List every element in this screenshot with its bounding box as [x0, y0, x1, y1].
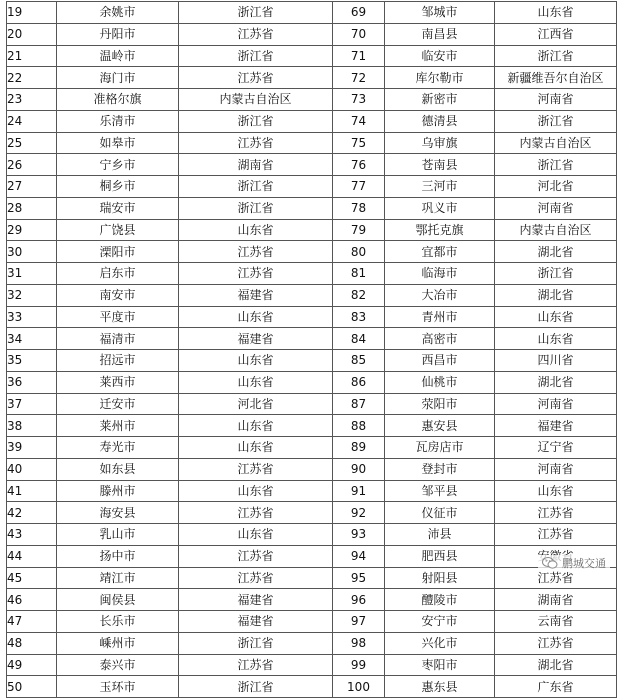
right-province-cell: 福建省 [495, 415, 617, 437]
right-city-cell: 登封市 [385, 458, 495, 480]
right-province-cell: 江西省 [495, 23, 617, 45]
right-rank-cell: 96 [333, 589, 385, 611]
left-city-cell: 招远市 [57, 350, 179, 372]
right-city-cell: 乌审旗 [385, 132, 495, 154]
right-rank-cell: 70 [333, 23, 385, 45]
left-province-cell: 山东省 [179, 371, 333, 393]
right-city-cell: 邹平县 [385, 480, 495, 502]
right-rank-cell: 74 [333, 110, 385, 132]
right-city-cell: 醴陵市 [385, 589, 495, 611]
right-rank-cell: 82 [333, 284, 385, 306]
left-rank-cell: 33 [7, 306, 57, 328]
right-city-cell: 苍南县 [385, 154, 495, 176]
table-row [7, 23, 617, 45]
left-city-cell: 泰兴市 [57, 654, 179, 676]
right-city-cell: 三河市 [385, 176, 495, 198]
left-city-cell: 如东县 [57, 458, 179, 480]
left-province-cell: 福建省 [179, 611, 333, 633]
left-rank-cell: 37 [7, 393, 57, 415]
right-province-cell: 山东省 [495, 480, 617, 502]
left-province-cell: 江苏省 [179, 241, 333, 263]
left-province-cell: 山东省 [179, 415, 333, 437]
left-province-cell: 山东省 [179, 350, 333, 372]
table-row [7, 45, 617, 67]
right-province-cell: 浙江省 [495, 110, 617, 132]
right-province-cell: 河南省 [495, 197, 617, 219]
right-rank-cell: 75 [333, 132, 385, 154]
right-rank-cell: 85 [333, 350, 385, 372]
table-row [7, 132, 617, 154]
right-rank-cell: 84 [333, 328, 385, 350]
right-rank-cell: 99 [333, 654, 385, 676]
left-province-cell: 江苏省 [179, 23, 333, 45]
right-city-cell: 仙桃市 [385, 371, 495, 393]
right-province-cell: 江苏省 [495, 524, 617, 546]
left-rank-cell: 47 [7, 611, 57, 633]
left-province-cell: 浙江省 [179, 110, 333, 132]
table-row [7, 197, 617, 219]
right-city-cell: 新密市 [385, 89, 495, 111]
table-row [7, 371, 617, 393]
watermark [538, 555, 610, 571]
left-rank-cell: 23 [7, 89, 57, 111]
right-rank-cell: 72 [333, 67, 385, 89]
right-province-cell: 浙江省 [495, 154, 617, 176]
table-row [7, 176, 617, 198]
left-rank-cell: 40 [7, 458, 57, 480]
left-city-cell: 平度市 [57, 306, 179, 328]
right-province-cell: 山东省 [495, 328, 617, 350]
right-province-cell: 河南省 [495, 393, 617, 415]
right-city-cell: 瓦房店市 [385, 437, 495, 459]
left-city-cell: 溧阳市 [57, 241, 179, 263]
right-city-cell: 惠安县 [385, 415, 495, 437]
right-city-cell: 西昌市 [385, 350, 495, 372]
left-city-cell: 乳山市 [57, 524, 179, 546]
left-province-cell: 山东省 [179, 524, 333, 546]
table-row [7, 154, 617, 176]
right-province-cell: 河南省 [495, 458, 617, 480]
right-city-cell: 肥西县 [385, 545, 495, 567]
right-province-cell: 四川省 [495, 350, 617, 372]
right-province-cell: 江苏省 [495, 502, 617, 524]
left-province-cell: 福建省 [179, 589, 333, 611]
right-province-cell: 内蒙古自治区 [495, 219, 617, 241]
left-rank-cell: 50 [7, 676, 57, 698]
left-rank-cell: 45 [7, 567, 57, 589]
right-city-cell: 高密市 [385, 328, 495, 350]
right-city-cell: 宜都市 [385, 241, 495, 263]
right-rank-cell: 73 [333, 89, 385, 111]
left-province-cell: 江苏省 [179, 545, 333, 567]
left-city-cell: 莱州市 [57, 415, 179, 437]
left-rank-cell: 39 [7, 437, 57, 459]
table-row [7, 263, 617, 285]
left-city-cell: 海安县 [57, 502, 179, 524]
left-rank-cell: 24 [7, 110, 57, 132]
right-rank-cell: 88 [333, 415, 385, 437]
left-rank-cell: 48 [7, 632, 57, 654]
left-city-cell: 余姚市 [57, 2, 179, 24]
left-rank-cell: 26 [7, 154, 57, 176]
left-rank-cell: 38 [7, 415, 57, 437]
left-province-cell: 湖南省 [179, 154, 333, 176]
right-city-cell: 沛县 [385, 524, 495, 546]
county-ranking-table [6, 1, 617, 698]
right-province-cell: 辽宁省 [495, 437, 617, 459]
table-row [7, 415, 617, 437]
right-rank-cell: 81 [333, 263, 385, 285]
table-row [7, 241, 617, 263]
left-rank-cell: 36 [7, 371, 57, 393]
right-province-cell: 山东省 [495, 2, 617, 24]
left-rank-cell: 43 [7, 524, 57, 546]
right-city-cell: 临海市 [385, 263, 495, 285]
left-province-cell: 山东省 [179, 437, 333, 459]
right-rank-cell: 100 [333, 676, 385, 698]
right-province-cell: 湖北省 [495, 284, 617, 306]
right-city-cell: 巩义市 [385, 197, 495, 219]
right-province-cell: 江苏省 [495, 567, 617, 589]
right-province-cell: 湖南省 [495, 589, 617, 611]
left-province-cell: 江苏省 [179, 567, 333, 589]
table-row [7, 676, 617, 698]
left-province-cell: 山东省 [179, 480, 333, 502]
left-city-cell: 寿光市 [57, 437, 179, 459]
right-city-cell: 库尔勒市 [385, 67, 495, 89]
right-rank-cell: 97 [333, 611, 385, 633]
left-province-cell: 浙江省 [179, 676, 333, 698]
left-city-cell: 广饶县 [57, 219, 179, 241]
left-city-cell: 闽侯县 [57, 589, 179, 611]
right-city-cell: 荥阳市 [385, 393, 495, 415]
left-province-cell: 山东省 [179, 306, 333, 328]
right-province-cell: 浙江省 [495, 263, 617, 285]
right-province-cell: 湖北省 [495, 241, 617, 263]
left-province-cell: 江苏省 [179, 132, 333, 154]
left-city-cell: 玉环市 [57, 676, 179, 698]
right-rank-cell: 71 [333, 45, 385, 67]
left-city-cell: 福清市 [57, 328, 179, 350]
right-rank-cell: 86 [333, 371, 385, 393]
right-city-cell: 邹城市 [385, 2, 495, 24]
left-city-cell: 嵊州市 [57, 632, 179, 654]
left-rank-cell: 21 [7, 45, 57, 67]
left-city-cell: 桐乡市 [57, 176, 179, 198]
left-rank-cell: 22 [7, 67, 57, 89]
right-rank-cell: 77 [333, 176, 385, 198]
table-row [7, 632, 617, 654]
right-province-cell: 内蒙古自治区 [495, 132, 617, 154]
left-rank-cell: 29 [7, 219, 57, 241]
left-city-cell: 温岭市 [57, 45, 179, 67]
left-province-cell: 江苏省 [179, 654, 333, 676]
left-city-cell: 靖江市 [57, 567, 179, 589]
right-rank-cell: 93 [333, 524, 385, 546]
left-province-cell: 浙江省 [179, 632, 333, 654]
right-city-cell: 南昌县 [385, 23, 495, 45]
left-city-cell: 莱西市 [57, 371, 179, 393]
left-rank-cell: 46 [7, 589, 57, 611]
left-city-cell: 瑞安市 [57, 197, 179, 219]
table-row [7, 611, 617, 633]
table-row [7, 524, 617, 546]
left-province-cell: 江苏省 [179, 502, 333, 524]
table-row [7, 328, 617, 350]
right-province-cell: 湖北省 [495, 371, 617, 393]
left-province-cell: 浙江省 [179, 2, 333, 24]
right-city-cell: 安宁市 [385, 611, 495, 633]
right-province-cell: 新疆维吾尔自治区 [495, 67, 617, 89]
table-row [7, 480, 617, 502]
table-row [7, 2, 617, 24]
table-row [7, 567, 617, 589]
left-city-cell: 启东市 [57, 263, 179, 285]
left-rank-cell: 42 [7, 502, 57, 524]
left-province-cell: 福建省 [179, 328, 333, 350]
table-row [7, 589, 617, 611]
watermark-text: 鹏城交通 [562, 557, 606, 570]
left-rank-cell: 35 [7, 350, 57, 372]
table-row [7, 545, 617, 567]
table-row [7, 393, 617, 415]
right-rank-cell: 83 [333, 306, 385, 328]
table-row [7, 458, 617, 480]
left-province-cell: 浙江省 [179, 197, 333, 219]
wechat-icon [542, 556, 558, 570]
right-rank-cell: 69 [333, 2, 385, 24]
right-rank-cell: 79 [333, 219, 385, 241]
left-rank-cell: 20 [7, 23, 57, 45]
right-city-cell: 枣阳市 [385, 654, 495, 676]
left-rank-cell: 25 [7, 132, 57, 154]
left-rank-cell: 49 [7, 654, 57, 676]
right-rank-cell: 95 [333, 567, 385, 589]
left-province-cell: 江苏省 [179, 263, 333, 285]
left-province-cell: 江苏省 [179, 458, 333, 480]
left-rank-cell: 34 [7, 328, 57, 350]
right-rank-cell: 94 [333, 545, 385, 567]
left-rank-cell: 41 [7, 480, 57, 502]
table-row [7, 89, 617, 111]
table-row [7, 219, 617, 241]
right-province-cell: 河北省 [495, 176, 617, 198]
right-city-cell: 仪征市 [385, 502, 495, 524]
right-city-cell: 惠东县 [385, 676, 495, 698]
left-rank-cell: 27 [7, 176, 57, 198]
left-rank-cell: 31 [7, 263, 57, 285]
right-rank-cell: 91 [333, 480, 385, 502]
right-city-cell: 射阳县 [385, 567, 495, 589]
right-province-cell: 浙江省 [495, 45, 617, 67]
table-row [7, 437, 617, 459]
left-province-cell: 福建省 [179, 284, 333, 306]
left-province-cell: 浙江省 [179, 176, 333, 198]
left-province-cell: 浙江省 [179, 45, 333, 67]
left-city-cell: 扬中市 [57, 545, 179, 567]
right-city-cell: 兴化市 [385, 632, 495, 654]
left-city-cell: 滕州市 [57, 480, 179, 502]
right-city-cell: 德清县 [385, 110, 495, 132]
right-province-cell: 河南省 [495, 89, 617, 111]
right-province-cell: 广东省 [495, 676, 617, 698]
right-province-cell: 云南省 [495, 611, 617, 633]
left-province-cell: 江苏省 [179, 67, 333, 89]
table-row [7, 110, 617, 132]
left-city-cell: 迁安市 [57, 393, 179, 415]
left-rank-cell: 19 [7, 2, 57, 24]
right-city-cell: 鄂托克旗 [385, 219, 495, 241]
left-city-cell: 宁乡市 [57, 154, 179, 176]
left-province-cell: 河北省 [179, 393, 333, 415]
right-rank-cell: 92 [333, 502, 385, 524]
table-row [7, 306, 617, 328]
left-rank-cell: 44 [7, 545, 57, 567]
left-rank-cell: 28 [7, 197, 57, 219]
right-city-cell: 临安市 [385, 45, 495, 67]
table-row [7, 67, 617, 89]
right-rank-cell: 78 [333, 197, 385, 219]
left-province-cell: 山东省 [179, 219, 333, 241]
right-rank-cell: 80 [333, 241, 385, 263]
left-city-cell: 海门市 [57, 67, 179, 89]
left-rank-cell: 30 [7, 241, 57, 263]
left-city-cell: 准格尔旗 [57, 89, 179, 111]
right-rank-cell: 89 [333, 437, 385, 459]
table-row [7, 654, 617, 676]
left-rank-cell: 32 [7, 284, 57, 306]
left-city-cell: 南安市 [57, 284, 179, 306]
table-row [7, 502, 617, 524]
left-city-cell: 乐清市 [57, 110, 179, 132]
right-rank-cell: 76 [333, 154, 385, 176]
left-city-cell: 如皋市 [57, 132, 179, 154]
right-rank-cell: 87 [333, 393, 385, 415]
left-province-cell: 内蒙古自治区 [179, 89, 333, 111]
right-province-cell: 湖北省 [495, 654, 617, 676]
right-city-cell: 大冶市 [385, 284, 495, 306]
table-row [7, 284, 617, 306]
table-row [7, 350, 617, 372]
left-city-cell: 长乐市 [57, 611, 179, 633]
right-province-cell: 山东省 [495, 306, 617, 328]
right-city-cell: 青州市 [385, 306, 495, 328]
left-city-cell: 丹阳市 [57, 23, 179, 45]
right-rank-cell: 90 [333, 458, 385, 480]
right-rank-cell: 98 [333, 632, 385, 654]
right-province-cell: 江苏省 [495, 632, 617, 654]
